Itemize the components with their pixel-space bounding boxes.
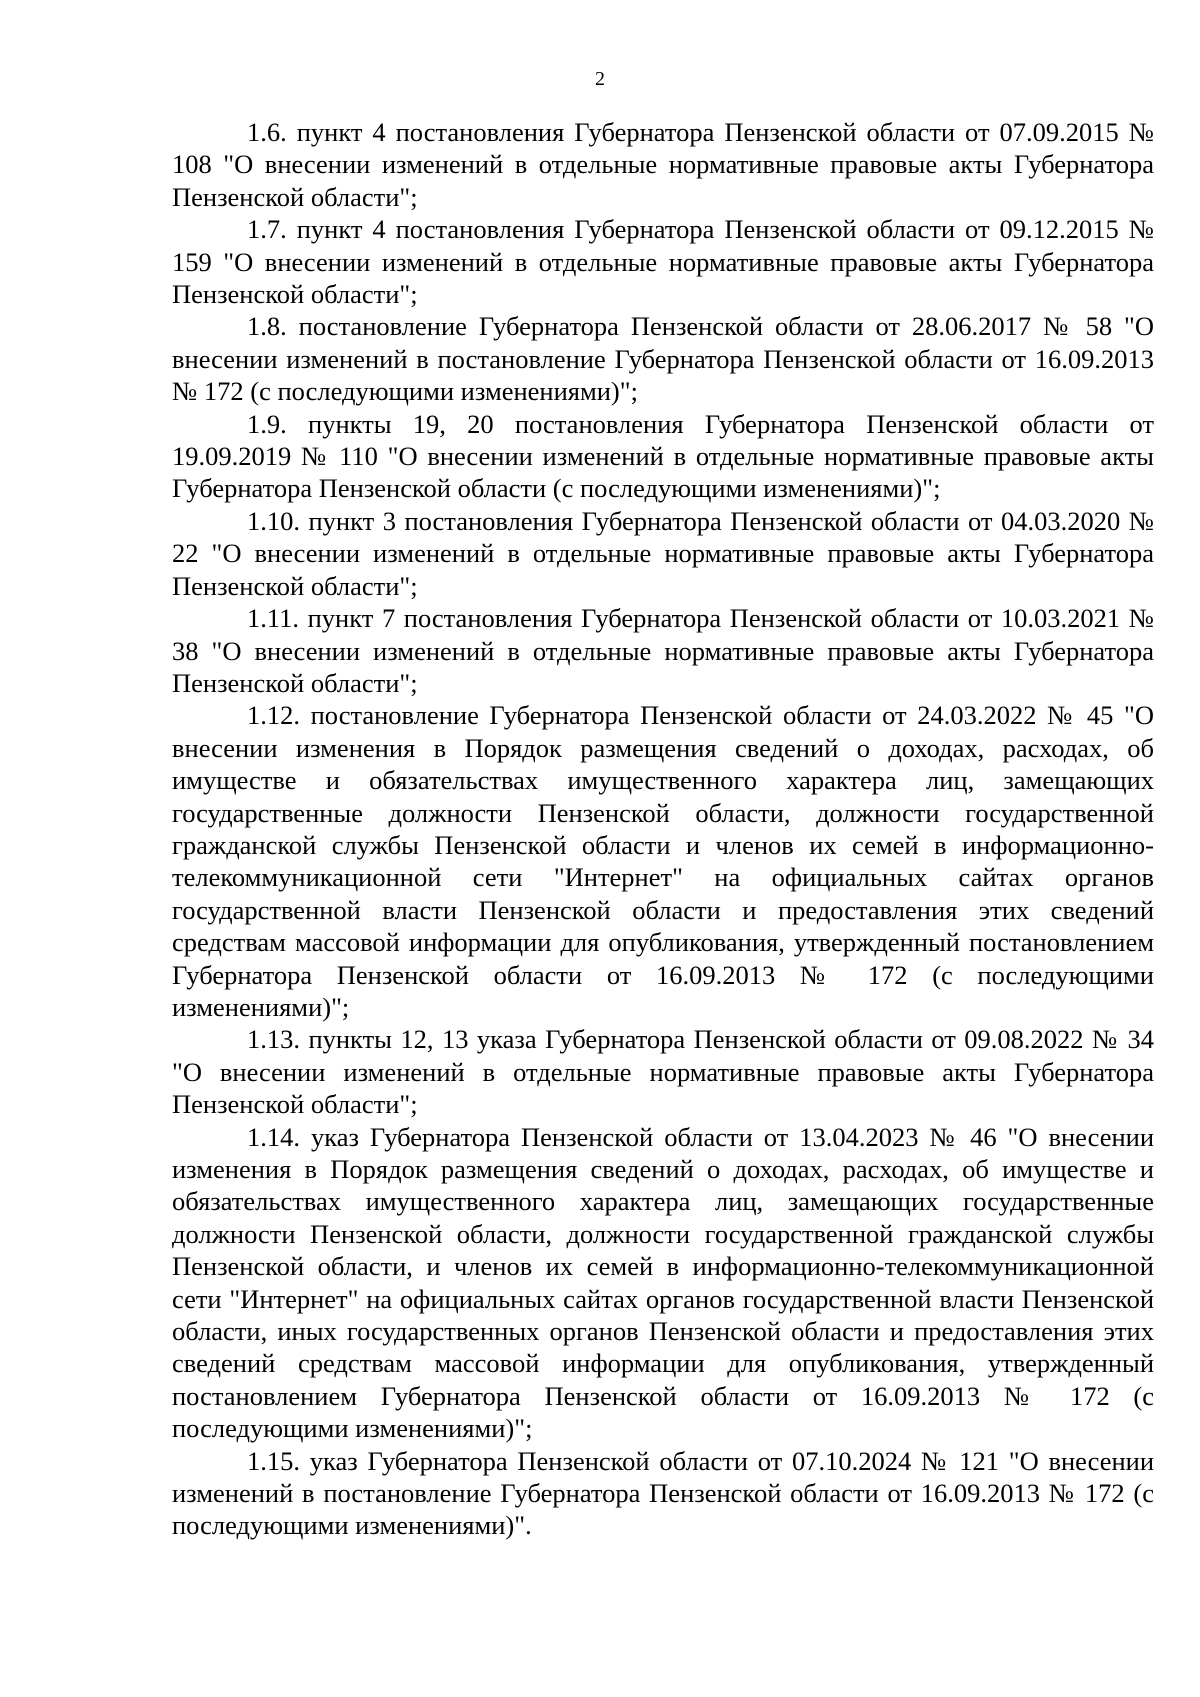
paragraph-1-10: 1.10. пункт 3 постановления Губернатора Пензенской области от 04.03.2020 № 22 "О внесении изменений в отдельные нормативные правовые акты Губернатора Пензенской области"; (172, 505, 1154, 601)
paragraph-1-9: 1.9. пункты 19, 20 постановления Губернатора Пензенской области от 19.09.2019 № 110 "О внесении изменений в отдельные нормативные правовые акты Губернатора Пензенской области (с последующими изменениями)"; (172, 408, 1154, 504)
paragraph-1-11: 1.11. пункт 7 постановления Губернатора Пензенской области от 10.03.2021 № 38 "О внесении изменений в отдельные нормативные правовые акты Губернатора Пензенской области"; (172, 603, 1154, 698)
paragraph-1-15: 1.15. указ Губернатора Пензенской области от 07.10.2024 № 121 "О внесении изменений в постановление Губернатора Пензенской области от 16.09.2013 № 172 (с последующими изменениями)". (172, 1445, 1154, 1541)
paragraph-1-6: 1.6. пункт 4 постановления Губернатора Пензенской области от 07.09.2015 № 108 "О внесении изменений в отдельные нормативные правовые акты Губернатора Пензенской области"; (172, 117, 1154, 212)
paragraph-1-12: 1.12. постановление Губернатора Пензенской области от 24.03.2022 № 45 "О внесении изменения в Порядок размещения сведений о доходах, расходах, об имуществе и обязательствах имущественного характера лиц, замещающих государственные должности Пензенской области, должности государственной гражданской службы Пензенской области и членов их семей в информационно-телекоммуникационной сети "Интернет" на официальных сайтах органов государственной власти Пензенской области и предоставления этих сведений средствам массовой информации для опубликования, утвержденный постановлением Губернатора Пензенской области от 16.09.2013 № 172 (с последующими изменениями)"; (172, 700, 1154, 1022)
page-number: 2 (595, 68, 605, 90)
paragraph-1-8: 1.8. постановление Губернатора Пензенской области от 28.06.2017 № 58 "О внесении изменений в постановление Губернатора Пензенской области от 16.09.2013 № 172 (с последующими изменениями)"; (172, 311, 1154, 407)
paragraph-1-13: 1.13. пункты 12, 13 указа Губернатора Пензенской области от 09.08.2022 № 34 "О внесении изменений в отдельные нормативные правовые акты Губернатора Пензенской области"; (172, 1024, 1154, 1120)
document-body (172, 116, 1154, 1542)
paragraph-1-7: 1.7. пункт 4 постановления Губернатора Пензенской области от 09.12.2015 № 159 "О внесении изменений в отдельные нормативные правовые акты Губернатора Пензенской области"; (172, 214, 1154, 310)
paragraph-1-14: 1.14. указ Губернатора Пензенской области от 13.04.2023 № 46 "О внесении изменения в Порядок размещения сведений о доходах, расходах, об имуществе и обязательствах имущественного характера лиц, замещающих государственные должности Пензенской области, должности государственной гражданской службы Пензенской области, и членов их семей в информационно-телекоммуникационной сети "Интернет" на официальных сайтах органов государственной власти Пензенской области, иных государственных органов Пензенской области и предоставления этих сведений средствам массовой информации для опубликования, утвержденный постановлением Губернатора Пензенской области от 16.09.2013 № 172 (с последующими изменениями)"; (172, 1121, 1154, 1444)
